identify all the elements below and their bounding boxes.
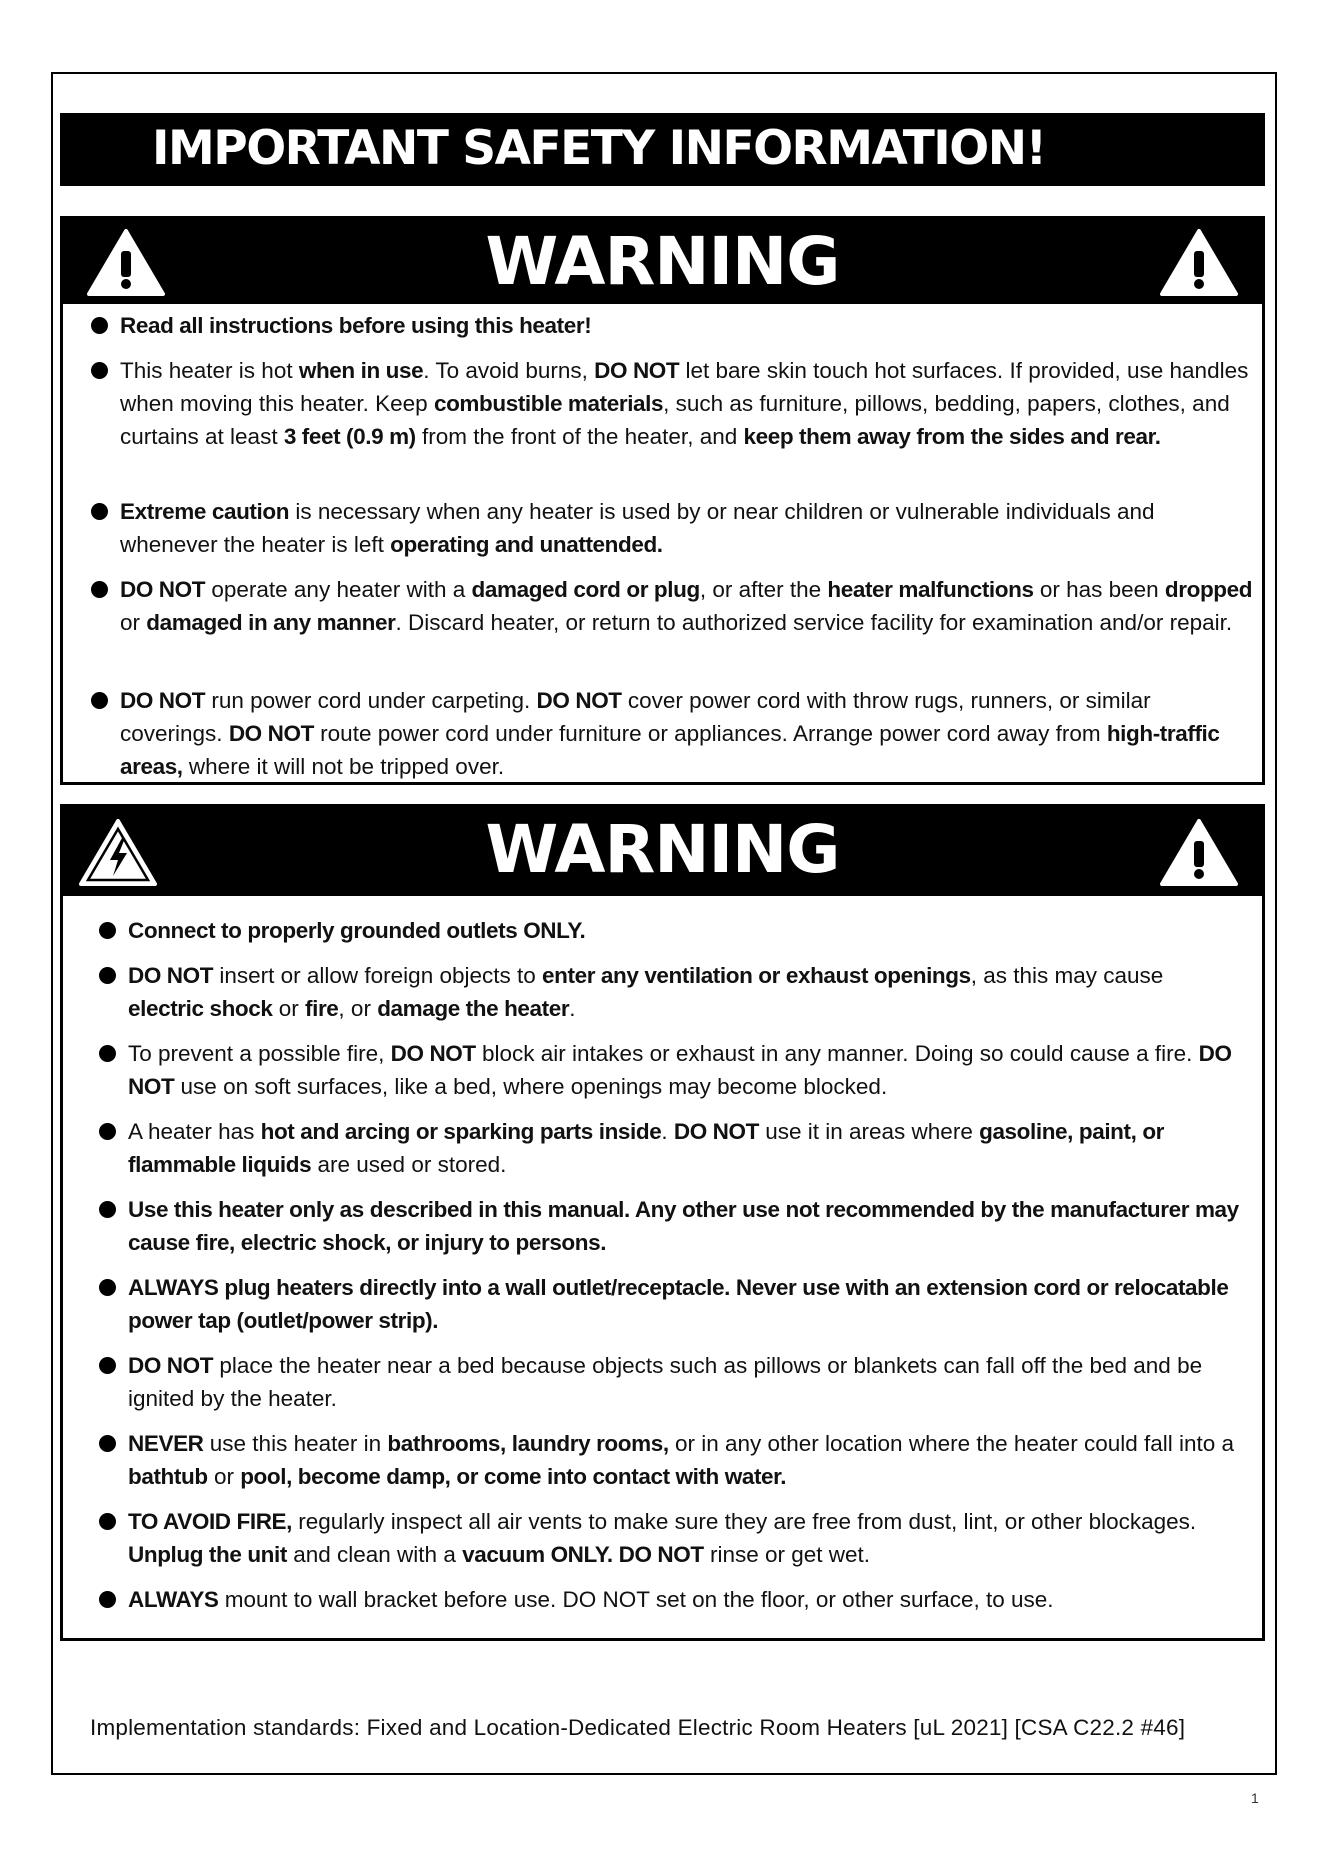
emphasis-text: bathrooms, laundry rooms, xyxy=(387,1431,669,1456)
warning-item-text: TO AVOID FIRE, regularly inspect all air vents to make sure they are free from dust, lint, or other blockages. Unplug the unit and clean with a vacuum ONLY. DO NOT rinse or get wet. xyxy=(128,1509,1197,1567)
bullet xyxy=(99,1123,116,1140)
title-banner xyxy=(60,113,1265,186)
warning-item-text: DO NOT place the heater near a bed because objects such as pillows or blankets can fall off the bed and be ignited by the heater. xyxy=(128,1353,1203,1411)
page-number: 1 xyxy=(1251,1790,1259,1806)
emphasis-text: 3 feet (0.9 m) xyxy=(283,424,416,449)
emphasis-text: operating and unattended. xyxy=(390,532,663,557)
warning-item-text: DO NOT run power cord under carpeting. DO NOT cover power cord with throw rugs, runners, or similar coverings. DO NOT route power cord under furniture or appliances. Arrange power cord away from high-traffic areas, where it will not be tripped over. xyxy=(120,688,1220,779)
emphasis-text: heater malfunctions xyxy=(827,577,1034,602)
warning-item-text xyxy=(120,309,1256,342)
emphasis-text: Unplug the unit xyxy=(128,1542,287,1567)
warning-item-text xyxy=(128,1271,1244,1337)
emphasis-text: DO NOT xyxy=(390,1041,476,1066)
page-title: IMPORTANT SAFETY INFORMATION! xyxy=(152,121,1046,176)
warning-item-text: DO NOT operate any heater with a damaged cord or plug, or after the heater malfunctions or has been dropped or damaged in any manner. Discard heater, or return to authorized service facility for examination and/or repair. xyxy=(120,577,1253,635)
emphasis-text: fire xyxy=(305,996,339,1021)
emphasis-text: combustible materials xyxy=(433,391,664,416)
warning-heading: WARNING xyxy=(485,223,840,300)
warning-item-text: NEVER use this heater in bathrooms, laundry rooms, or in any other location where the heater could fall into a bathtub or pool, become damp, or come into contact with water. xyxy=(128,1431,1235,1489)
exclamation-triangle-icon xyxy=(1158,816,1240,888)
emphasis-text: TO AVOID FIRE, xyxy=(128,1509,292,1534)
emphasis-text: DO NOT xyxy=(228,721,314,746)
bullet xyxy=(99,967,116,984)
emphasis-text: high-traffic areas, xyxy=(120,721,1220,779)
bullet xyxy=(99,1513,116,1530)
emphasis-text: Use this heater only as described in this manual. Any other use not recommended by the manufacturer may cause fire, electric shock, or injury to persons. xyxy=(128,1197,1239,1255)
emphasis-text: hot and arcing or sparking parts inside xyxy=(260,1119,662,1144)
warning-item-text: To prevent a possible fire, DO NOT block air intakes or exhaust in any manner. Doing so could cause a fire. DO NOT use on soft surfaces, like a bed, where openings may become blocked. xyxy=(128,1041,1232,1099)
bullet xyxy=(99,1201,116,1218)
emphasis-text: gasoline, paint, or flammable liquids xyxy=(128,1119,1165,1177)
emphasis-text: enter any ventilation or exhaust openings xyxy=(542,963,971,988)
warning-item-text: A heater has hot and arcing or sparking parts inside. DO NOT use it in areas where gasoline, paint, or flammable liquids are used or stored. xyxy=(128,1119,1165,1177)
emphasis-text: damaged in any manner xyxy=(146,610,396,635)
emphasis-text: ALWAYS plug heaters directly into a wall outlet/receptacle. Never use with an extension cord or relocatable power tap (outlet/power strip). xyxy=(128,1275,1229,1333)
bullet xyxy=(99,1591,116,1608)
emphasis-text: when in use xyxy=(298,358,424,383)
bullet xyxy=(99,1045,116,1062)
warning-heading: WARNING xyxy=(485,811,840,888)
bullet xyxy=(99,1357,116,1374)
emphasis-text: NEVER xyxy=(128,1431,204,1456)
bullet xyxy=(91,362,108,379)
warning-item-text xyxy=(128,914,1244,947)
emphasis-text: Extreme caution xyxy=(120,499,290,524)
bullet xyxy=(99,1435,116,1452)
emphasis-text: DO NOT xyxy=(128,1041,1232,1099)
warning-item-text: DO NOT insert or allow foreign objects to enter any ventilation or exhaust openings, as this may cause electric shock or fire, or damage the heater. xyxy=(128,963,1164,1021)
bullet xyxy=(99,922,116,939)
emphasis-text: dropped xyxy=(1164,577,1253,602)
emphasis-text: ALWAYS xyxy=(128,1587,219,1612)
emphasis-text: damaged cord or plug xyxy=(471,577,700,602)
emphasis-text: DO NOT xyxy=(120,688,206,713)
emphasis-text: keep them away from the sides and rear. xyxy=(743,424,1161,449)
emphasis-text: bathtub xyxy=(128,1464,208,1489)
bullet xyxy=(91,317,108,334)
emphasis-text: vacuum ONLY. DO NOT xyxy=(462,1542,704,1567)
warning-section-general xyxy=(60,216,1265,785)
warning-section-electrical xyxy=(60,804,1265,1641)
emphasis-text: DO NOT xyxy=(536,688,622,713)
emphasis-text: damage the heater xyxy=(377,996,570,1021)
bullet xyxy=(91,581,108,598)
warning-header xyxy=(63,219,1262,304)
emphasis-text: pool, become damp, or come into contact with water. xyxy=(240,1464,787,1489)
emphasis-text: DO NOT xyxy=(128,963,214,988)
warning-item-text xyxy=(128,1193,1244,1259)
emphasis-text: Connect to properly grounded outlets ONLY. xyxy=(128,918,586,943)
warning-item-text: Extreme caution is necessary when any heater is used by or near children or vulnerable individuals and whenever the heater is left operating and unattended. xyxy=(120,499,1155,557)
emphasis-text: DO NOT xyxy=(594,358,680,383)
bullet xyxy=(91,503,108,520)
warning-header xyxy=(63,807,1262,896)
exclamation-triangle-icon xyxy=(1158,226,1240,298)
emphasis-text: DO NOT xyxy=(120,577,206,602)
warning-item-text: ALWAYS mount to wall bracket before use. DO NOT set on the floor, or other surface, to use. xyxy=(128,1587,1054,1612)
standards-footnote: Implementation standards: Fixed and Location-Dedicated Electric Room Heaters [uL 2021] [CSA C22.2 #46] xyxy=(90,1715,1186,1740)
emphasis-text: DO NOT xyxy=(128,1353,214,1378)
bullet xyxy=(91,692,108,709)
emphasis-text: electric shock xyxy=(128,996,273,1021)
bullet xyxy=(99,1279,116,1296)
emphasis-text: DO NOT xyxy=(673,1119,759,1144)
warning-item-text: This heater is hot when in use. To avoid burns, DO NOT let bare skin touch hot surfaces. If provided, use handles when moving this heater. Keep combustible materials, such as furniture, pillows, bedding, papers, clothes, and curtains at least 3 feet (0.9 m) from the front of the heater, and keep them away from the sides and rear. xyxy=(120,358,1249,449)
emphasis-text: Read all instructions before using this heater! xyxy=(120,313,592,338)
